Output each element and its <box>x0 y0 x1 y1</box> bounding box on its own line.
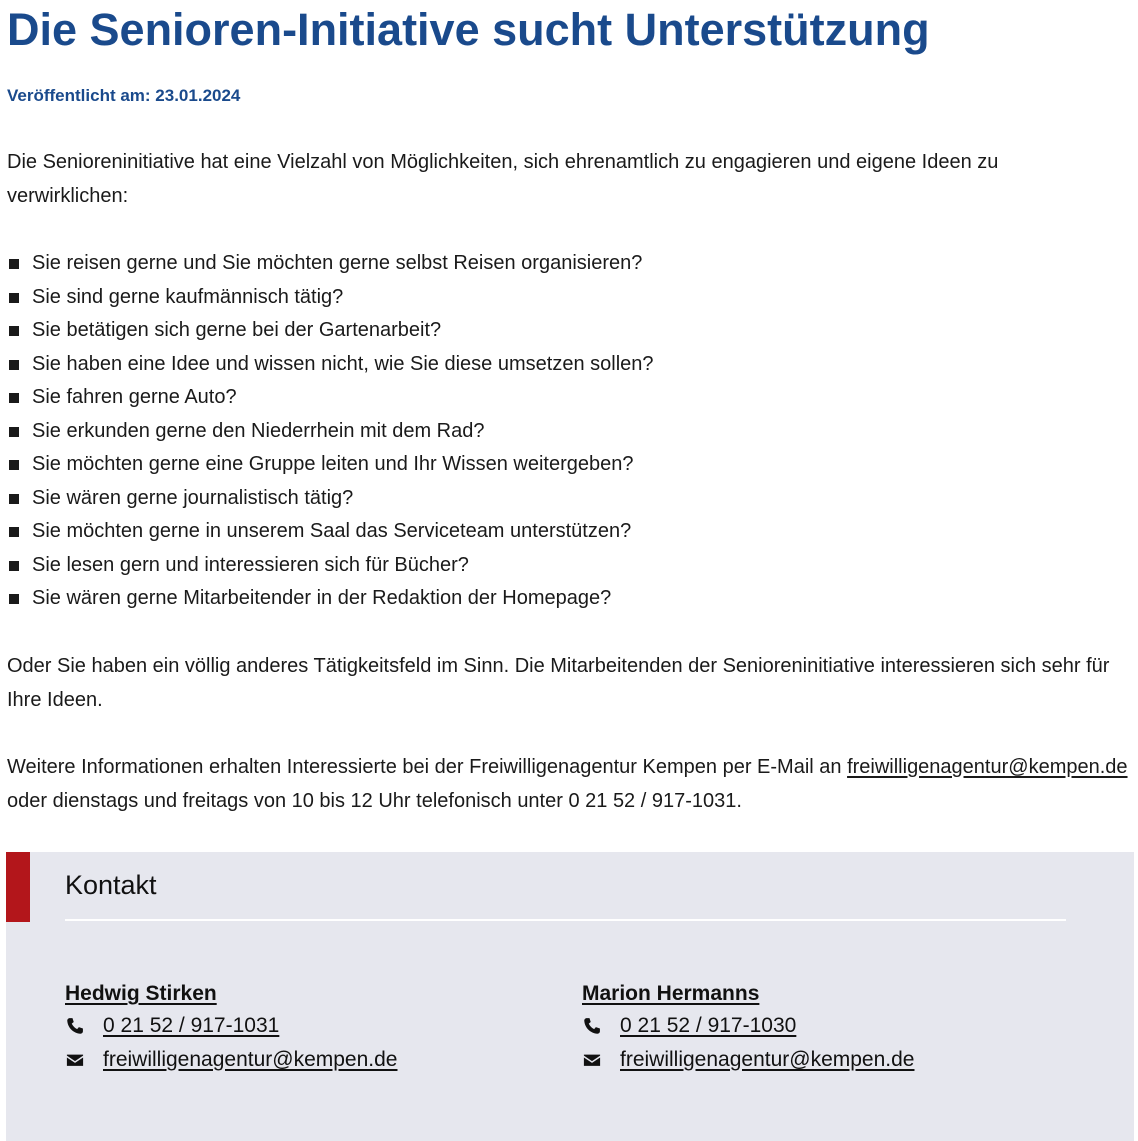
list-item <box>7 515 654 549</box>
phone-line <box>65 1009 545 1043</box>
contact-person <box>65 982 545 1077</box>
square-bullet-icon <box>9 460 19 470</box>
phone-icon <box>65 1017 85 1035</box>
phone-link[interactable]: 0 21 52 / 917-1031 <box>103 1014 280 1037</box>
square-bullet-icon <box>9 427 19 437</box>
more-info-text: Weitere Informationen erhalten Interessierte bei der Freiwilligenagentur Kempen per E-Mail an <box>7 756 848 778</box>
list-item <box>7 247 654 281</box>
square-bullet-icon <box>9 527 19 537</box>
list-item-text: Sie betätigen sich gerne bei der Gartenarbeit? <box>32 319 442 341</box>
list-item-text: Sie möchten gerne eine Gruppe leiten und Ihr Wissen weitergeben? <box>32 453 634 475</box>
list-item <box>7 381 654 415</box>
square-bullet-icon <box>9 360 19 370</box>
phone-link[interactable]: 0 21 52 / 917-1030 <box>620 1014 797 1037</box>
square-bullet-icon <box>9 393 19 403</box>
envelope-icon <box>65 1051 85 1069</box>
intro-paragraph: Die Senioreninitiative hat eine Vielzahl von Möglichkeiten, sich ehrenamtlich zu engagieren und eigene Ideen zu verwirklichen: <box>7 151 999 207</box>
phone-line <box>582 1009 1062 1043</box>
page-title: Die Senioren-Initiative sucht Unterstützung <box>7 4 930 55</box>
contact-title: Kontakt <box>65 870 157 900</box>
square-bullet-icon <box>9 594 19 604</box>
list-item <box>7 448 654 482</box>
contact-person-name[interactable]: Hedwig Stirken <box>65 982 217 1005</box>
list-item-text: Sie fahren gerne Auto? <box>32 386 237 408</box>
list-item <box>7 348 654 382</box>
options-list <box>7 247 654 616</box>
list-item-text: Sie wären gerne Mitarbeitender in der Redaktion der Homepage? <box>32 587 612 609</box>
more-info-paragraph <box>7 751 1134 818</box>
list-item-text: Sie wären gerne journalistisch tätig? <box>32 486 354 509</box>
square-bullet-icon <box>9 259 19 269</box>
published-date: Veröffentlicht am: 23.01.2024 <box>7 86 241 105</box>
list-item-text: Sie haben eine Idee und wissen nicht, wie Sie diese umsetzen sollen? <box>32 352 654 375</box>
contact-accent-bar <box>6 852 30 922</box>
contact-person <box>582 982 1062 1077</box>
list-item <box>7 415 654 449</box>
contact-person-name[interactable]: Marion Hermanns <box>582 982 760 1005</box>
email-line <box>582 1043 1062 1077</box>
divider <box>65 919 1066 921</box>
list-item <box>7 314 654 348</box>
square-bullet-icon <box>9 326 19 336</box>
square-bullet-icon <box>9 293 19 303</box>
list-item-text: Sie erkunden gerne den Niederrhein mit dem Rad? <box>32 419 485 442</box>
list-item-text: Sie möchten gerne in unserem Saal das Serviceteam unterstützen? <box>32 520 632 542</box>
square-bullet-icon <box>9 561 19 571</box>
phone-icon <box>582 1017 602 1035</box>
email-link[interactable]: freiwilligenagentur@kempen.de <box>847 756 1128 778</box>
outro-paragraph: Oder Sie haben ein völlig anderes Tätigkeitsfeld im Sinn. Die Mitarbeitenden der Senioreninitiative interessieren sich sehr für Ihre Ideen. <box>7 655 1110 711</box>
envelope-icon <box>582 1051 602 1069</box>
list-item-text: Sie sind gerne kaufmännisch tätig? <box>32 285 344 308</box>
email-line <box>65 1043 545 1077</box>
list-item <box>7 582 654 616</box>
square-bullet-icon <box>9 494 19 504</box>
contact-box <box>6 852 1134 1141</box>
more-info-text-after: oder dienstags und freitags von 10 bis 12 Uhr telefonisch unter 0 21 52 / 917-1031. <box>7 789 742 812</box>
list-item-text: Sie lesen gern und interessieren sich für Bücher? <box>32 553 469 576</box>
list-item-text: Sie reisen gerne und Sie möchten gerne selbst Reisen organisieren? <box>32 252 643 274</box>
email-link[interactable]: freiwilligenagentur@kempen.de <box>620 1048 915 1071</box>
list-item <box>7 549 654 583</box>
email-link[interactable]: freiwilligenagentur@kempen.de <box>103 1048 398 1071</box>
list-item <box>7 482 654 516</box>
list-item <box>7 281 654 315</box>
